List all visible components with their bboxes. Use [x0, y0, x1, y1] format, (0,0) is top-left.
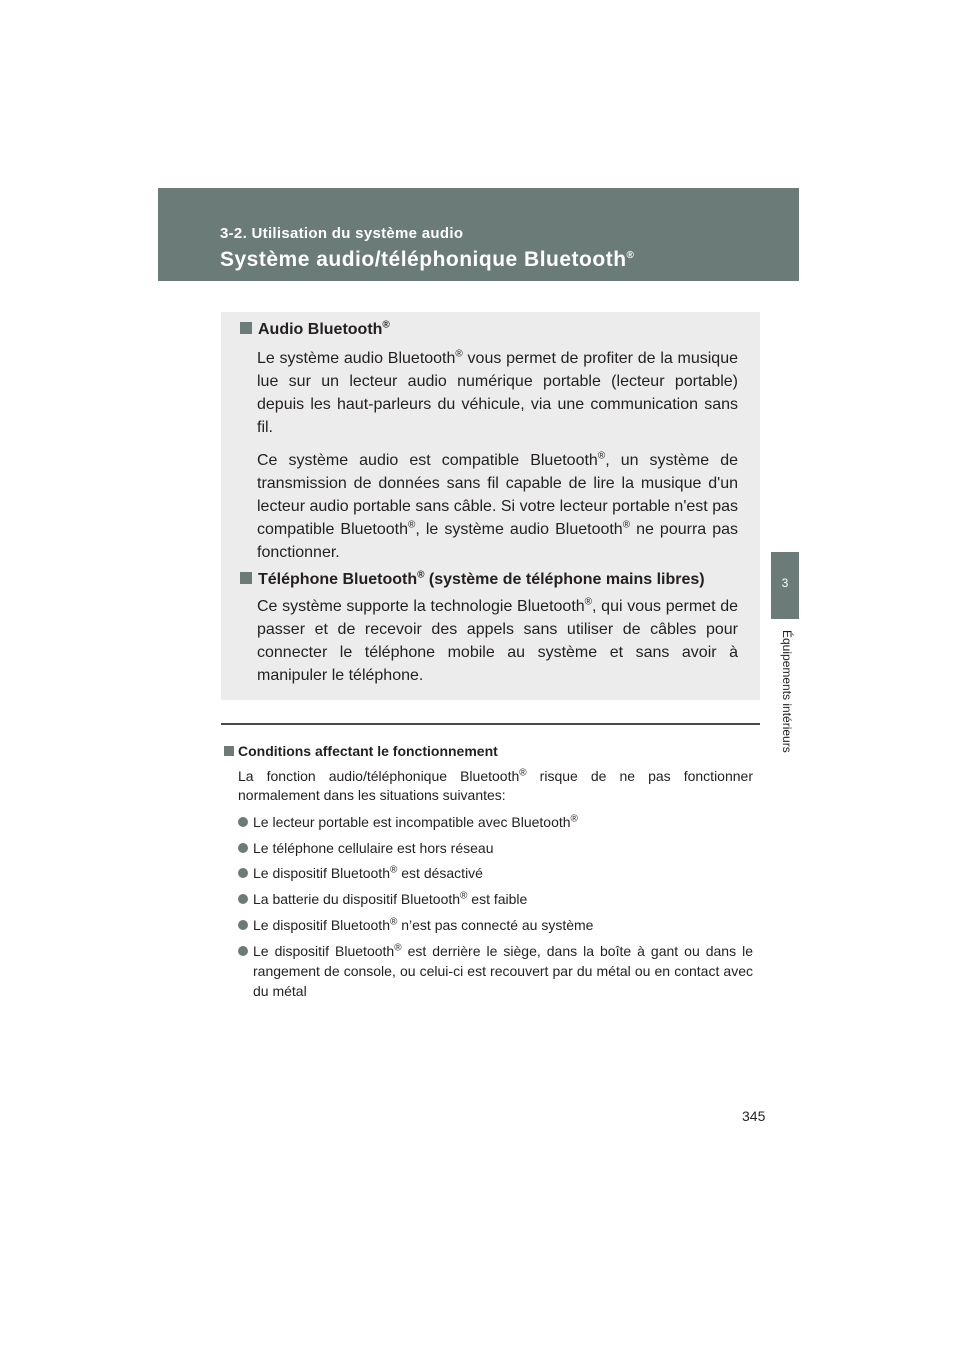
notes-heading: [224, 743, 498, 759]
list-item-text-part: Le dispositif Bluetooth: [253, 917, 390, 933]
audio-heading: [240, 321, 390, 339]
list-item-text: [238, 812, 753, 832]
list-item-text-part: La batterie du dispositif Bluetooth: [253, 891, 461, 907]
phone-heading-text: (système de téléphone mains libres): [424, 571, 705, 588]
phone-heading: [240, 571, 705, 589]
registered-mark: ®: [597, 450, 606, 462]
registered-mark: ®: [570, 813, 578, 825]
page-number: 345: [742, 1108, 766, 1124]
square-bullet-icon: [240, 572, 252, 584]
list-item-text: [238, 863, 753, 883]
notes-heading-text: Conditions affectant le fonctionnement: [238, 743, 498, 759]
round-bullet-icon: [238, 946, 248, 956]
notes-intro-text: risque de ne pas fonctionner normalement dans les situations suivantes:: [238, 768, 753, 803]
notes-intro-text: La fonction audio/téléphonique Bluetooth: [238, 768, 520, 784]
section-divider: [221, 723, 760, 725]
list-item-text-part: est derrière le siège, dans la boîte à gant ou dans le rangement de console, ou celui-ci est recouvert par du métal ou en contact avec du métal: [253, 943, 753, 999]
list-item-text-part: Le lecteur portable est incompatible avec Bluetooth: [253, 814, 571, 830]
registered-mark: ®: [584, 596, 593, 608]
audio-para-2-text: ne pourra pas fonctionner.: [257, 521, 738, 561]
list-item-text: [238, 941, 753, 1001]
round-bullet-icon: [238, 868, 248, 878]
phone-heading-text: Téléphone Bluetooth: [258, 571, 418, 588]
list-item-text-part: est désactivé: [397, 865, 483, 881]
registered-mark: ®: [622, 519, 631, 531]
audio-para-1-text: vous permet de profiter de la musique lue sur un lecteur audio numérique portable (lecteur portable) depuis les haut-parleurs du véhicule, via une communication sans fil.: [257, 350, 738, 436]
round-bullet-icon: [238, 920, 248, 930]
round-bullet-icon: [238, 817, 248, 827]
page-title-text: Système audio/téléphonique Bluetooth: [220, 248, 627, 271]
list-item: [238, 812, 753, 832]
list-item: [238, 838, 753, 858]
registered-mark: ®: [626, 250, 635, 261]
audio-heading-text: Audio Bluetooth: [258, 321, 383, 338]
header-banner: [158, 188, 799, 281]
list-item-text-part: Le téléphone cellulaire est hors réseau: [253, 840, 494, 856]
audio-para-2-text: , le système audio Bluetooth: [415, 521, 623, 538]
list-item: [238, 941, 753, 1001]
registered-mark: ®: [394, 942, 402, 954]
list-item: [238, 863, 753, 883]
square-bullet-icon: [224, 746, 234, 756]
chapter-number: 3: [781, 576, 789, 590]
phone-para-text: Ce système supporte la technologie Bluetooth: [257, 598, 585, 615]
list-item: [238, 915, 753, 935]
audio-para-2-text: Ce système audio est compatible Bluetooth: [257, 452, 598, 469]
square-bullet-icon: [240, 322, 252, 334]
list-item-text: [238, 915, 753, 935]
list-item: [238, 889, 753, 909]
list-item-text: [238, 889, 753, 909]
section-label: 3-2. Utilisation du système audio: [220, 225, 464, 242]
registered-mark: ®: [519, 767, 527, 779]
audio-para-1: [257, 347, 738, 439]
registered-mark: ®: [417, 569, 425, 581]
registered-mark: ®: [455, 348, 463, 360]
phone-para-text: , qui vous permet de passer et de recevoir des appels sans utiliser de câbles pour connecter le téléphone mobile au système et sans avoir à manipuler le téléphone.: [257, 598, 739, 684]
notes-intro: [238, 767, 753, 805]
list-item-text-part: Le dispositif Bluetooth: [253, 943, 395, 959]
list-item-text-part: est faible: [467, 891, 528, 907]
info-box: [221, 312, 760, 700]
chapter-tab: [771, 552, 799, 619]
audio-para-2: [257, 449, 738, 564]
registered-mark: ®: [389, 916, 398, 928]
phone-para: [257, 595, 738, 687]
list-item-text: [238, 838, 753, 858]
registered-mark: ®: [389, 864, 398, 876]
audio-para-2-text: , un système de transmission de données sans fil capable de lire la musique d'un lecteur audio portable sans câble. Si votre lecteur portable n'est pas compatible Bluetooth: [257, 452, 738, 538]
registered-mark: ®: [408, 519, 416, 531]
round-bullet-icon: [238, 843, 248, 853]
list-item-text-part: Le dispositif Bluetooth: [253, 865, 390, 881]
list-item-text-part: n’est pas connecté au système: [397, 917, 594, 933]
page-title: [220, 248, 634, 272]
audio-para-1-text: Le système audio Bluetooth: [257, 350, 456, 367]
registered-mark: ®: [460, 890, 468, 902]
registered-mark: ®: [382, 319, 390, 331]
chapter-label: Équipements intérieurs: [780, 630, 794, 753]
round-bullet-icon: [238, 894, 248, 904]
